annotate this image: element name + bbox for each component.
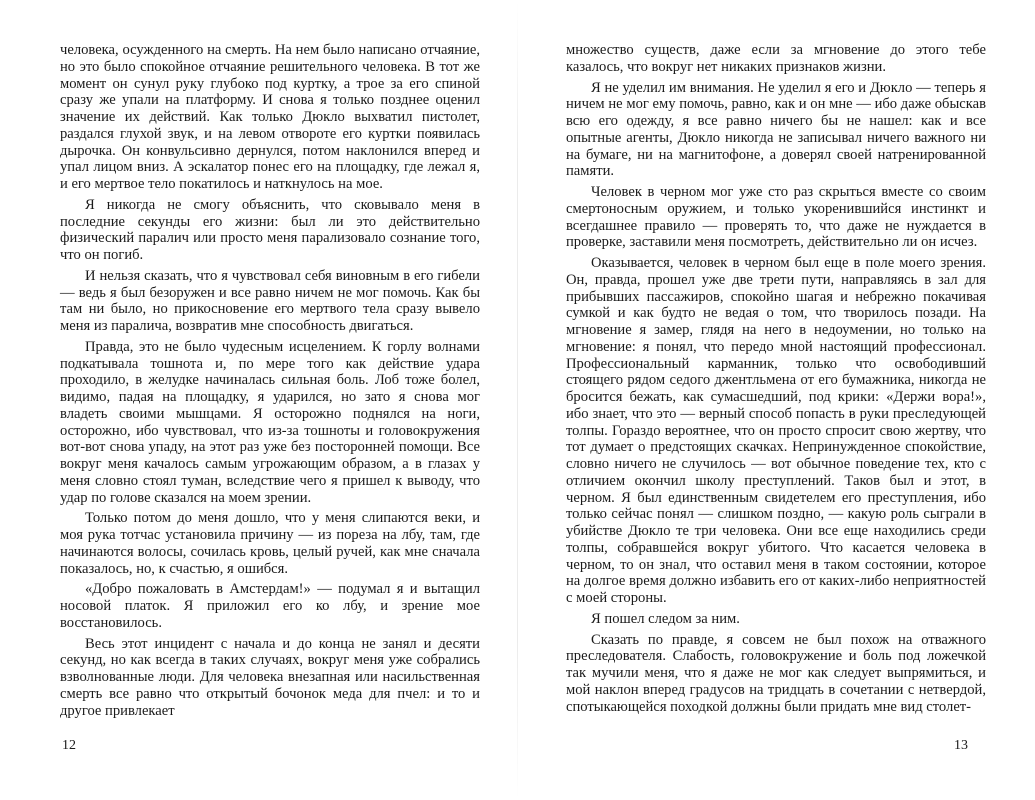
- book-gutter: [517, 0, 518, 800]
- paragraph: множество существ, даже если за мгновение до этого тебе казалось, что вокруг нет никаких признаков жизни.: [566, 42, 986, 75]
- paragraph: «Добро пожаловать в Амстердам!» — подумал я и вытащил носовой платок. Я приложил его ко лбу, и зрение мое восстановилось.: [60, 581, 480, 631]
- paragraph: Только потом до меня дошло, что у меня слипаются веки, и моя рука тотчас установила причину — из пореза на лбу, там, где начинаются волосы, сочилась кровь, целый ручей, как мне сначала показалось, но, к счастью, я ошибся.: [60, 510, 480, 577]
- paragraph: И нельзя сказать, что я чувствовал себя виновным в его гибели — ведь я был безоружен и все равно ничем не мог помочь. Как бы там ни было, но прикосновение его мертвого тела сразу вывело меня из паралича, возвратив мне способность двигаться.: [60, 267, 480, 334]
- left-page: [60, 42, 480, 719]
- paragraph: Сказать по правде, я совсем не был похож на отважного преследователя. Слабость, головокружение и боль под ложечкой так мучили меня, что я даже не мог как следует выпрямиться, и мой наклон вперед градусов на тридцать в сочетании с нетвердой, спотыкающейся походкой должны были придать мне вид столет-: [566, 631, 986, 715]
- page-number-right: 13: [954, 738, 968, 753]
- paragraph: Я никогда не смогу объяснить, что сковывало меня в последние секунды его жизни: был ли это действительно физический паралич или просто меня парализовало сознание того, что он погиб.: [60, 196, 480, 263]
- paragraph: Весь этот инцидент с начала и до конца не занял и десяти секунд, но как всегда в таких случаях, вокруг меня уже собрались взволнованные люди. Для человека внезапная или насильственная смерть все равно что открытый бочонок меда для пчел: и то и другое привлекает: [60, 635, 480, 719]
- paragraph: Я не уделил им внимания. Не уделил я его и Дюкло — теперь я ничем не мог ему помочь, равно, как и он мне — ибо даже обыскав всю его одежду, я все равно ничего бы не нашел: как и все опытные агенты, Дюкло никогда не записывал ничего важного ни на бумаге, ни на магнитофоне, а доверял своей натренированной памяти.: [566, 79, 986, 180]
- paragraph: Правда, это не было чудесным исцелением. К горлу волнами подкатывала тошнота и, по мере того как действие удара проходило, в желудке начиналась сильная боль. Лоб тоже болел, видимо, падая на площадку, я ударился, но зато я снова мог владеть своими мышцами. Я осторожно поднялся на ноги, осторожно, ибо чувствовал, что из-за тошноты и головокружения вот-вот снова упаду, на этот раз уже без посторонней помощи. Все вокруг меня качалось самым угрожающим образом, а в глазах у меня словно стоял туман, вследствие чего я пришел к выводу, что удар по голове сказался на моем зрении.: [60, 338, 480, 506]
- right-page: [566, 42, 986, 715]
- paragraph: Человек в черном мог уже сто раз скрыться вместе со своим смертоносным оружием, и только укоренившийся инстинкт и всегдашнее правило — проверять то, что даже не нуждается в проверке, заставили меня посмотреть, действительно ли он исчез.: [566, 184, 986, 251]
- page-number-left: 12: [62, 738, 76, 753]
- paragraph: человека, осужденного на смерть. На нем было написано отчаяние, но это было спокойное отчаяние решительного человека. В тот же момент он сунул руку глубоко под куртку, а трое за его спиной сразу же упали на платформу. И снова я только позднее оценил значение их действий. Как только Дюкло выхватил пистолет, раздался глухой звук, и на левом отвороте его куртки появилась дырочка. Он конвульсивно дернулся, потом наклонился вперед и упал лицом вниз. А эскалатор понес его на площадку, где лежал я, и его мертвое тело покатилось и наткнулось на мое.: [60, 42, 480, 192]
- paragraph: Оказывается, человек в черном был еще в поле моего зрения. Он, правда, прошел уже две трети пути, направляясь в зал для прибывших пассажиров, спокойно шагая и небрежно покачивая сумкой и как будто не ведая о том, что творилось позади. На мгновение я замер, глядя на него в недоумении, но только на мгновение: я понял, что передо мной настоящий профессионал. Профессиональный карманник, только что освободивший стоящего рядом седого джентльмена от его бумажника, никогда не бросится бежать, как сумасшедший, под крики: «Держи вора!», ибо знает, что это — верный способ попасть в руки преследующей толпы. Гораздо вероятнее, что он просто спросит свою жертву, что тот думает о предстоящих скачках. Непринужденное спокойствие, словно ничего не случилось — вот обычное поведение тех, кто с отличием окончил школу преступлений. Таков был и этот, в черном. Я был единственным свидетелем его преступления, ибо только сейчас понял — слишком поздно, — какую роль сыграли в убийстве Дюкло те три человека. Они все еще находились среди толпы, собравшейся вокруг убитого. Что касается человека в черном, то он знал, что оставил меня в таком состоянии, которое на долгое время должно избавить его от каких-либо неприятностей с моей стороны.: [566, 255, 986, 606]
- paragraph: Я пошел следом за ним.: [591, 610, 740, 627]
